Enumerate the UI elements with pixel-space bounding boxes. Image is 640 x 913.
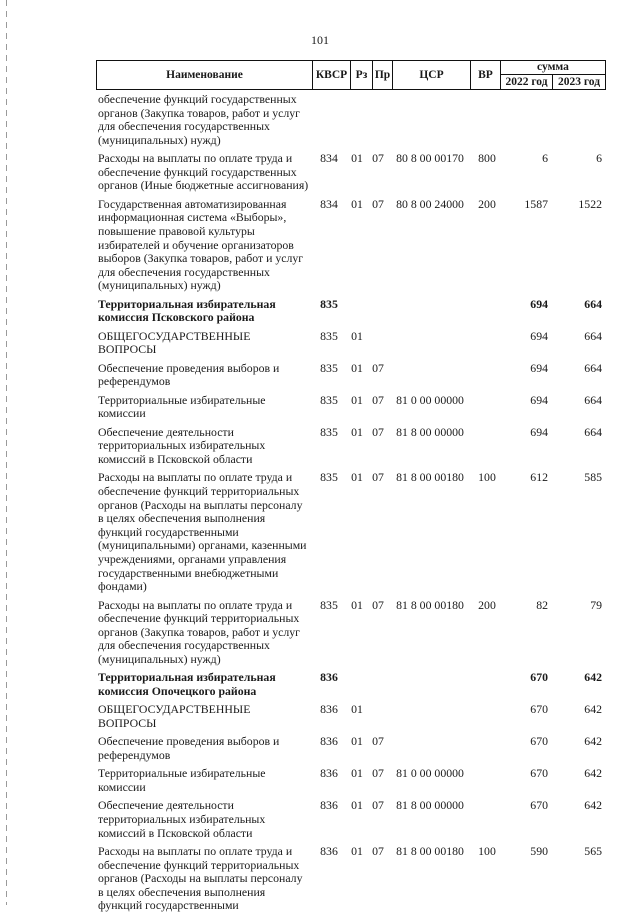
sum-2022-cell: 694 <box>530 296 548 311</box>
sum-2023-cell: 642 <box>584 798 602 813</box>
row-name-line: Обеспечение проведения выборов и <box>98 734 280 749</box>
vr-cell: 100 <box>478 844 496 858</box>
row-name <box>98 845 312 913</box>
csr-cell: 81 8 00 00180 <box>396 844 464 858</box>
row-name-line: Территориальные избирательные <box>98 392 266 407</box>
kvsr-cell: 836 <box>320 702 338 717</box>
row-name-line: учреждениями, органами управления <box>98 551 287 566</box>
row-name-line: Обеспечение деятельности <box>98 424 234 439</box>
rz-cell: 01 <box>351 328 363 343</box>
row-name-line: комиссии <box>98 406 146 421</box>
sum-2022-cell: 612 <box>530 470 548 485</box>
csr-cell: 81 0 00 00000 <box>396 392 464 407</box>
row-name-line: избирателей и обучение организаторов <box>98 237 294 252</box>
sum-2023-cell: 565 <box>584 844 602 858</box>
sum-2022-cell: 694 <box>530 360 548 375</box>
row-name-line: комиссия Опочецкого района <box>98 683 257 698</box>
row-name-line: обеспечение функций государственных <box>98 164 297 179</box>
header-csr: ЦСР <box>393 61 471 89</box>
vr-cell: 200 <box>478 597 496 612</box>
row-name-line: Территориальная избирательная <box>98 670 276 685</box>
row-name-line: обеспечение функций территориальных <box>98 857 300 872</box>
sum-2022-cell: 1587 <box>524 196 548 211</box>
row-name-line: для обеспечения государственных <box>98 119 270 134</box>
row-name-line: Территориальные избирательные <box>98 766 266 781</box>
kvsr-cell: 835 <box>320 392 338 407</box>
row-name-line: Обеспечение проведения выборов и <box>98 360 280 375</box>
row-name-line: ОБЩЕГОСУДАРСТВЕННЫЕ <box>98 702 251 717</box>
row-name-line: (муниципальных) нужд) <box>98 132 221 147</box>
row-name-line: референдумов <box>98 374 171 389</box>
row-name-line: территориальных избирательных <box>98 811 266 826</box>
sum-2023-cell: 6 <box>596 151 602 166</box>
row-name-line: органов (Расходы на выплаты персоналу <box>98 497 303 512</box>
row-name-line: органов (Закупка товаров, работ и услуг <box>98 624 301 639</box>
kvsr-cell: 835 <box>320 296 338 311</box>
header-name: Наименование <box>97 61 313 89</box>
header-vr: ВР <box>471 61 501 89</box>
row-name-line: Расходы на выплаты по оплате труда и <box>98 151 293 166</box>
sum-2023-cell: 664 <box>584 328 602 343</box>
row-name-line: комиссий в Псковской области <box>98 825 253 840</box>
pr-cell: 07 <box>372 766 384 781</box>
row-name-line: повышение правовой культуры <box>98 223 255 238</box>
vr-cell: 800 <box>478 151 496 166</box>
row-name-line: Обеспечение деятельности <box>98 798 234 813</box>
kvsr-cell: 836 <box>320 734 338 749</box>
kvsr-cell: 835 <box>320 360 338 375</box>
row-name-line: референдумов <box>98 747 171 762</box>
row-name-line: обеспечение функций территориальных <box>98 483 300 498</box>
row-name <box>98 671 312 698</box>
row-name-line: органов (Закупка товаров, работ и услуг <box>98 105 301 120</box>
row-name-line: функций государственными <box>98 898 239 913</box>
row-name <box>98 767 312 794</box>
row-name <box>98 394 312 421</box>
sum-2023-cell: 1522 <box>578 196 602 211</box>
row-name-line: в целях обеспечения выполнения <box>98 884 266 899</box>
pr-cell: 07 <box>372 734 384 749</box>
header-year-2022: 2022 год <box>501 75 553 89</box>
sum-2022-cell: 82 <box>536 597 548 612</box>
rz-cell: 01 <box>351 844 363 858</box>
header-sum: сумма <box>501 61 605 75</box>
kvsr-cell: 835 <box>320 328 338 343</box>
rz-cell: 01 <box>351 766 363 781</box>
row-name-line: функций государственными <box>98 524 239 539</box>
row-name-line: информационная система «Выборы», <box>98 210 287 225</box>
row-name-line: ОБЩЕГОСУДАРСТВЕННЫЕ <box>98 328 251 343</box>
rz-cell: 01 <box>351 424 363 439</box>
vr-cell: 100 <box>478 470 496 485</box>
row-name-line: органов (Иные бюджетные ассигнования) <box>98 178 309 193</box>
row-name-line: органов (Расходы на выплаты персоналу <box>98 871 303 886</box>
row-name-line: обеспечение функций государственных <box>98 92 297 106</box>
sum-2022-cell: 670 <box>530 798 548 813</box>
pr-cell: 07 <box>372 844 384 858</box>
row-name <box>98 298 312 325</box>
row-name-line: ВОПРОСЫ <box>98 342 157 357</box>
pr-cell: 07 <box>372 360 384 375</box>
pr-cell: 07 <box>372 424 384 439</box>
kvsr-cell: 836 <box>320 844 338 858</box>
sum-2022-cell: 694 <box>530 328 548 343</box>
row-name <box>98 198 312 293</box>
rz-cell: 01 <box>351 151 363 166</box>
rz-cell: 01 <box>351 597 363 612</box>
row-name <box>98 93 312 147</box>
vr-cell: 200 <box>478 196 496 211</box>
row-name <box>98 799 312 840</box>
csr-cell: 81 8 00 00000 <box>396 424 464 439</box>
sum-2022-cell: 670 <box>530 734 548 749</box>
row-name-line: государственными внебюджетными <box>98 565 279 580</box>
row-name <box>98 735 312 762</box>
row-name-line: фондами) <box>98 579 147 594</box>
rz-cell: 01 <box>351 360 363 375</box>
sum-2023-cell: 664 <box>584 424 602 439</box>
pr-cell: 07 <box>372 597 384 612</box>
row-name-line: Территориальная избирательная <box>98 296 276 311</box>
row-name-line: Расходы на выплаты по оплате труда и <box>98 470 293 485</box>
kvsr-cell: 835 <box>320 597 338 612</box>
row-name-line: ВОПРОСЫ <box>98 715 157 730</box>
header-pr: Пр <box>373 61 393 89</box>
rz-cell: 01 <box>351 196 363 211</box>
rz-cell: 01 <box>351 392 363 407</box>
csr-cell: 81 8 00 00180 <box>396 470 464 485</box>
header-rz: Рз <box>351 61 373 89</box>
row-name-line: для обеспечения государственных <box>98 264 270 279</box>
row-name <box>98 362 312 389</box>
scan-left-edge <box>6 0 7 905</box>
header-kvsr: КВСР <box>313 61 351 89</box>
table-header <box>96 60 606 90</box>
csr-cell: 81 0 00 00000 <box>396 766 464 781</box>
row-name <box>98 426 312 467</box>
sum-2022-cell: 670 <box>530 766 548 781</box>
row-name-line: (муниципальных) нужд) <box>98 651 221 666</box>
pr-cell: 07 <box>372 151 384 166</box>
sum-2022-cell: 694 <box>530 392 548 407</box>
pr-cell: 07 <box>372 392 384 407</box>
kvsr-cell: 836 <box>320 798 338 813</box>
row-name-line: выборов (Закупка товаров, работ и услуг <box>98 251 304 266</box>
sum-2022-cell: 6 <box>542 151 548 166</box>
rz-cell: 01 <box>351 734 363 749</box>
row-name <box>98 471 312 593</box>
csr-cell: 81 8 00 00180 <box>396 597 464 612</box>
csr-cell: 80 8 00 24000 <box>396 196 464 211</box>
pr-cell: 07 <box>372 798 384 813</box>
row-name-line: Расходы на выплаты по оплате труда и <box>98 844 293 858</box>
kvsr-cell: 836 <box>320 766 338 781</box>
sum-2023-cell: 642 <box>584 702 602 717</box>
sum-2022-cell: 670 <box>530 702 548 717</box>
sum-2023-cell: 642 <box>584 670 602 685</box>
row-name <box>98 152 312 193</box>
kvsr-cell: 834 <box>320 151 338 166</box>
row-name-line: в целях обеспечения выполнения <box>98 511 266 526</box>
sum-2023-cell: 79 <box>590 597 602 612</box>
row-name-line: комиссия Псковского района <box>98 310 255 325</box>
row-name-line: для обеспечения государственных <box>98 638 270 653</box>
sum-2022-cell: 590 <box>530 844 548 858</box>
pr-cell: 07 <box>372 470 384 485</box>
row-name-line: (муниципальных) нужд) <box>98 278 221 293</box>
row-name-line: комиссии <box>98 779 146 794</box>
row-name <box>98 703 312 730</box>
row-name <box>98 599 312 667</box>
kvsr-cell: 835 <box>320 424 338 439</box>
page-number: 101 <box>311 33 329 47</box>
row-name-line: комиссий в Псковской области <box>98 451 253 466</box>
rz-cell: 01 <box>351 798 363 813</box>
kvsr-cell: 834 <box>320 196 338 211</box>
kvsr-cell: 836 <box>320 670 338 685</box>
row-name-line: Государственная автоматизированная <box>98 196 287 211</box>
row-name-line: (муниципальными) органами, казенными <box>98 538 307 553</box>
rz-cell: 01 <box>351 470 363 485</box>
sum-2023-cell: 664 <box>584 296 602 311</box>
pr-cell: 07 <box>372 196 384 211</box>
sum-2023-cell: 585 <box>584 470 602 485</box>
kvsr-cell: 835 <box>320 470 338 485</box>
sum-2023-cell: 642 <box>584 766 602 781</box>
sum-2022-cell: 670 <box>530 670 548 685</box>
sum-2022-cell: 694 <box>530 424 548 439</box>
sum-2023-cell: 664 <box>584 392 602 407</box>
row-name-line: территориальных избирательных <box>98 438 266 453</box>
row-name-line: обеспечение функций территориальных <box>98 611 300 626</box>
sum-2023-cell: 642 <box>584 734 602 749</box>
header-year-2023: 2023 год <box>557 76 601 88</box>
csr-cell: 80 8 00 00170 <box>396 151 464 166</box>
rz-cell: 01 <box>351 702 363 717</box>
row-name <box>98 330 312 357</box>
sum-2023-cell: 664 <box>584 360 602 375</box>
row-name-line: Расходы на выплаты по оплате труда и <box>98 597 293 612</box>
csr-cell: 81 8 00 00000 <box>396 798 464 813</box>
